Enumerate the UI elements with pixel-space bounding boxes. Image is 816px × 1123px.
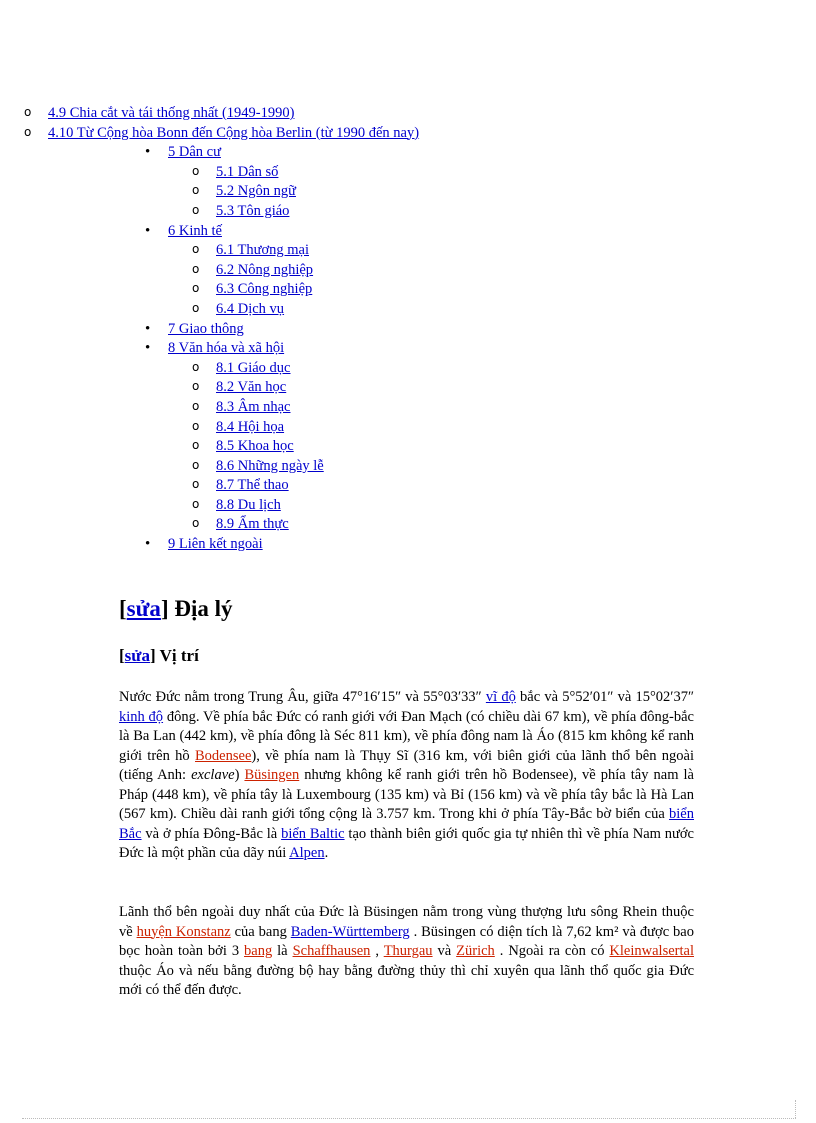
toc-item[interactable] bbox=[0, 280, 700, 300]
toc-link-8-7[interactable]: 8.7 Thể thao bbox=[216, 477, 289, 494]
toc-link-6-3[interactable]: 6.3 Công nghiệp bbox=[216, 281, 313, 298]
toc-link-8-4[interactable]: 8.4 Hội họa bbox=[216, 418, 285, 435]
toc-link-8-6[interactable]: 8.6 Những ngày lễ bbox=[216, 457, 324, 474]
text: bắc và 5°52′01″ và 15°02′37″ bbox=[515, 689, 695, 705]
toc-link-9[interactable]: 9 Liên kết ngoài bbox=[168, 536, 263, 553]
toc-link-4-10[interactable]: 4.10 Từ Cộng hòa Bonn đến Cộng hòa Berlin (từ 1990 đến nay) bbox=[48, 124, 420, 141]
toc-item[interactable] bbox=[0, 496, 700, 516]
link-kleinwalsertal[interactable]: Kleinwalsertal bbox=[609, 943, 694, 959]
text: thuộc Áo và nếu bằng đường bộ hay bằng đường thủy thì chỉ xuyên qua lãnh thổ quốc gia Đức mới có thể đến được. bbox=[119, 962, 694, 998]
toc-section-8[interactable] bbox=[0, 339, 700, 535]
bracket-open: [ bbox=[119, 646, 125, 665]
text: và ở phía Đông-Bắc là bbox=[141, 825, 282, 842]
text: . Büsingen có diện tích là 7,62 km² và được bao bọc hoàn toàn bởi 3 bbox=[119, 923, 694, 959]
toc-link-8-1[interactable]: 8.1 Giáo dục bbox=[216, 359, 291, 376]
text: . bbox=[324, 845, 329, 861]
edit-section-link[interactable]: sửa bbox=[126, 596, 161, 621]
toc-section-5[interactable] bbox=[0, 143, 700, 221]
toc-link-8-9[interactable]: 8.9 Ẩm thực bbox=[216, 516, 289, 533]
paragraph-location bbox=[119, 688, 694, 864]
text: , bbox=[370, 943, 384, 959]
text: nhưng không kể ranh giới trên hồ Bodensee), về phía tây nam là Pháp (448 km), về phía tây là Luxembourg (135 km) và Bỉ (156 km) và về phía tây bắc là Hà Lan (567 km). Chiều dài ranh giới tổng cộng là 3.757 km. Trong khi ở phía Tây-Bắc bờ biển của bbox=[119, 767, 694, 822]
link-baden-wurttemberg[interactable]: Baden-Württemberg bbox=[290, 923, 410, 940]
edit-subsection-link[interactable]: sửa bbox=[124, 646, 150, 665]
toc-link-8-2[interactable]: 8.2 Văn học bbox=[216, 379, 287, 396]
link-huyen-konstanz[interactable]: huyện Konstanz bbox=[136, 923, 231, 940]
table-of-contents bbox=[0, 104, 700, 555]
text: đông. Về phía bắc Đức có ranh giới với Đan Mạch (có chiều dài 67 km), về phía đông-bắc là Ba Lan (442 km), về phía đông là Séc 811 km), về phía đông nam là Áo (815 km không kể ranh giới trên hồ bbox=[119, 708, 694, 764]
text: và bbox=[432, 943, 457, 959]
bracket-close: ] bbox=[150, 646, 156, 665]
toc-item[interactable] bbox=[0, 241, 700, 261]
link-busingen[interactable]: Büsingen bbox=[244, 767, 300, 783]
link-thurgau[interactable]: Thurgau bbox=[383, 943, 433, 959]
link-alpen[interactable]: Alpen bbox=[289, 845, 325, 861]
text: ), về phía nam là Thụy Sĩ (316 km, với biên giới của lãnh thổ bên ngoài (tiếng Anh: bbox=[119, 747, 694, 783]
toc-item[interactable] bbox=[0, 437, 700, 457]
link-zurich[interactable]: Zürich bbox=[456, 943, 495, 959]
paragraph-exclave bbox=[119, 903, 694, 1001]
link-bien-bac[interactable]: biển Bắc bbox=[119, 806, 694, 842]
toc-item[interactable] bbox=[0, 261, 700, 281]
toc-link-5[interactable]: 5 Dân cư bbox=[168, 144, 221, 161]
toc-link-5-1[interactable]: 5.1 Dân số bbox=[216, 163, 279, 180]
text: ) bbox=[234, 767, 245, 783]
toc-link-4-9[interactable]: 4.9 Chia cắt và tái thống nhất (1949-1990) bbox=[48, 105, 295, 121]
page-border-divider bbox=[22, 1118, 796, 1119]
toc-link-8[interactable]: 8 Văn hóa và xã hội bbox=[168, 340, 285, 357]
toc-item[interactable] bbox=[0, 515, 700, 535]
toc-link-7[interactable]: 7 Giao thông bbox=[168, 320, 244, 337]
text: của bang bbox=[230, 923, 291, 940]
toc-section-7[interactable] bbox=[0, 320, 700, 340]
toc-item[interactable] bbox=[0, 418, 700, 438]
toc-link-8-3[interactable]: 8.3 Âm nhạc bbox=[216, 398, 291, 415]
link-vi-do[interactable]: vĩ độ bbox=[485, 689, 516, 705]
toc-section-6[interactable] bbox=[0, 222, 700, 320]
link-schaffhausen[interactable]: Schaffhausen bbox=[292, 943, 371, 959]
toc-item[interactable] bbox=[0, 182, 700, 202]
toc-item[interactable] bbox=[0, 476, 700, 496]
toc-item[interactable] bbox=[0, 300, 700, 320]
toc-link-6[interactable]: 6 Kinh tế bbox=[168, 222, 222, 239]
bracket-close: ] bbox=[160, 596, 169, 621]
text: tạo thành biên giới quốc gia tự nhiên thì về phía Nam nước Đức là một phần của dãy núi bbox=[119, 825, 694, 861]
toc-item[interactable] bbox=[0, 378, 700, 398]
section-heading bbox=[119, 594, 233, 624]
toc-link-8-8[interactable]: 8.8 Du lịch bbox=[216, 496, 281, 513]
text: Lãnh thổ bên ngoài duy nhất của Đức là Büsingen nằm trong vùng thượng lưu sông Rhein thuộc về bbox=[119, 904, 694, 940]
toc-item[interactable] bbox=[0, 398, 700, 418]
toc-section-9[interactable] bbox=[0, 535, 700, 555]
link-bien-baltic[interactable]: biển Baltic bbox=[281, 825, 345, 842]
italic-text: exclave bbox=[191, 767, 235, 783]
toc-link-5-3[interactable]: 5.3 Tôn giáo bbox=[216, 202, 290, 219]
toc-link-6-2[interactable]: 6.2 Nông nghiệp bbox=[216, 261, 314, 278]
section-title: Địa lý bbox=[174, 596, 233, 621]
subsection-heading bbox=[119, 644, 199, 668]
link-kinh-do[interactable]: kinh độ bbox=[119, 708, 164, 725]
toc-continuation bbox=[0, 104, 700, 143]
toc-item[interactable] bbox=[0, 202, 700, 222]
toc-item[interactable] bbox=[0, 124, 700, 144]
toc-item[interactable] bbox=[0, 163, 700, 183]
page-corner-mark bbox=[795, 1100, 797, 1118]
text: Nước Đức nằm trong Trung Âu, giữa 47°16′15″ và 55°03′33″ bbox=[119, 689, 486, 705]
toc-item[interactable] bbox=[0, 359, 700, 379]
text: là bbox=[272, 943, 293, 959]
toc-link-5-2[interactable]: 5.2 Ngôn ngữ bbox=[216, 183, 296, 200]
toc-link-6-1[interactable]: 6.1 Thương mại bbox=[216, 242, 309, 259]
toc-link-8-5[interactable]: 8.5 Khoa học bbox=[216, 438, 294, 455]
toc-item[interactable] bbox=[0, 457, 700, 477]
subsection-title: Vị trí bbox=[159, 646, 199, 665]
link-bang[interactable]: bang bbox=[244, 943, 273, 959]
text: . Ngoài ra còn có bbox=[494, 943, 610, 959]
link-bodensee[interactable]: Bodensee bbox=[195, 747, 252, 764]
bracket-open: [ bbox=[119, 596, 127, 621]
toc-item[interactable] bbox=[0, 104, 700, 124]
toc-link-6-4[interactable]: 6.4 Dịch vụ bbox=[216, 300, 285, 317]
